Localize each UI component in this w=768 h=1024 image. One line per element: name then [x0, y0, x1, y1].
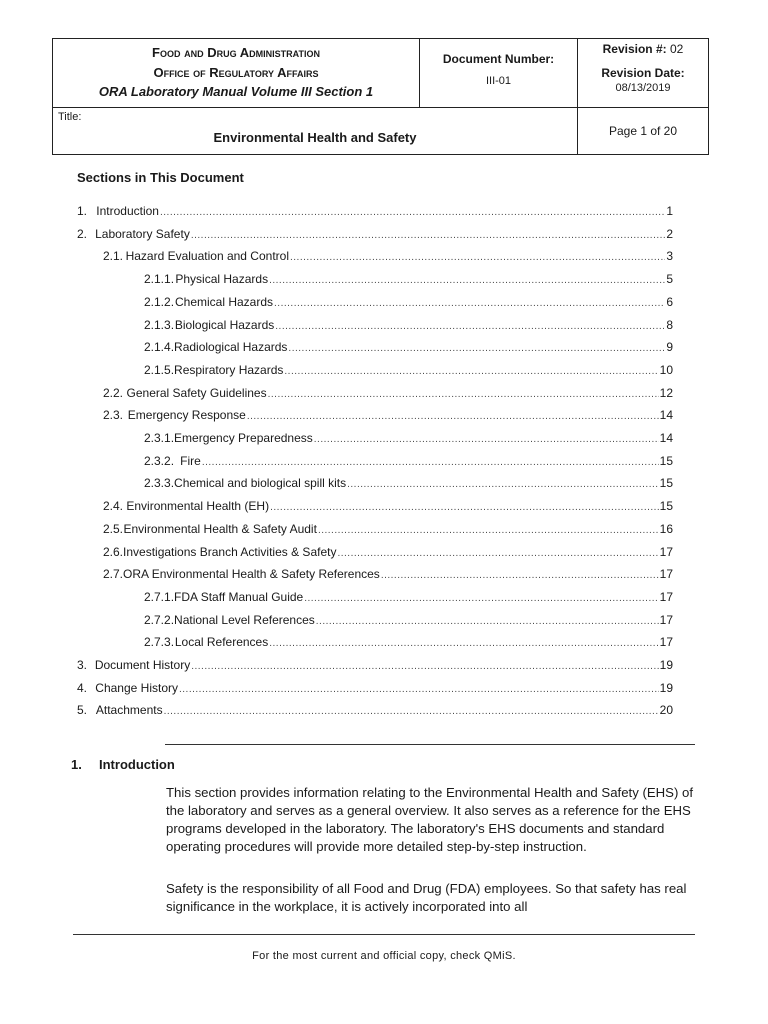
intro-paragraph: Safety is the responsibility of all Food and Drug (FDA) employees. So that safety has real significance in the workplace, it is actively incorporated into all — [166, 881, 687, 914]
toc-entry[interactable] — [144, 612, 673, 628]
toc-entry-number: 2. — [77, 226, 88, 241]
toc-entry-page: 15 — [659, 499, 673, 514]
toc-entry-number: 2.7.2. — [144, 612, 175, 627]
toc-entry-page: 14 — [659, 408, 673, 423]
toc-entry-label[interactable]: Document History — [94, 658, 191, 672]
toc-entry-label[interactable]: Local References — [174, 635, 269, 650]
toc-entry-page: 2 — [666, 226, 673, 241]
header-divider — [53, 107, 708, 108]
toc-entry-page: 20 — [659, 703, 673, 718]
toc-heading: Sections in This Document — [77, 170, 244, 185]
toc-leader-dots — [290, 250, 665, 266]
manual-name: ORA Laboratory Manual Volume III Section 1 — [98, 84, 374, 99]
toc-entry-page: 15 — [659, 476, 673, 491]
toc-entry-label[interactable]: Hazard Evaluation and Control — [125, 249, 289, 264]
revision-label: Revision #: — [602, 42, 667, 56]
toc-leader-dots — [288, 341, 665, 357]
toc-entry[interactable] — [103, 498, 673, 514]
toc-entry-page: 12 — [659, 385, 673, 400]
toc-entry-label[interactable]: Environmental Health (EH) — [126, 499, 270, 514]
toc-entry-label[interactable]: Radiological Hazards — [174, 340, 288, 355]
toc-entry[interactable] — [144, 475, 673, 491]
toc-entry[interactable] — [103, 407, 673, 423]
revision-date: 08/13/2019 — [615, 82, 671, 94]
toc-entry[interactable] — [77, 226, 673, 242]
toc-entry-number: 2.3.1. — [144, 431, 175, 445]
toc-entry-label[interactable]: Emergency Preparedness — [174, 431, 313, 445]
toc-leader-dots — [316, 614, 659, 630]
toc-entry-page: 10 — [659, 362, 673, 377]
toc-entry-label[interactable]: Change History — [95, 680, 178, 695]
toc-entry-number: 2.1. — [103, 249, 124, 264]
toc-entry[interactable] — [103, 544, 673, 560]
toc-entry-number: 5. — [77, 703, 88, 718]
toc-entry-page: 19 — [659, 658, 673, 672]
toc-entry-label[interactable]: Fire — [180, 453, 201, 468]
toc-entry-label[interactable]: Environmental Health & Safety Audit — [123, 521, 317, 536]
toc-leader-dots — [269, 636, 658, 652]
toc-leader-dots — [247, 409, 659, 425]
toc-entry-page: 17 — [659, 612, 673, 627]
toc-entry-page: 5 — [666, 272, 673, 287]
toc-entry-page: 17 — [659, 567, 673, 582]
toc-entry-number: 2.7. — [103, 567, 124, 582]
document-title: Environmental Health and Safety — [213, 130, 417, 145]
document-header — [52, 38, 709, 155]
toc-entry-page: 3 — [666, 249, 673, 264]
section-number: 1. — [71, 757, 82, 772]
toc-entry[interactable] — [77, 657, 673, 673]
toc-entry-number: 2.1.5. — [144, 362, 175, 377]
toc-entry-label[interactable]: Respiratory Hazards — [174, 362, 284, 377]
toc-entry-page: 16 — [659, 521, 673, 536]
toc-leader-dots — [304, 591, 658, 607]
toc-entry[interactable] — [144, 634, 673, 650]
toc-entry-number: 2.7.3. — [144, 635, 175, 650]
toc-entry-number: 2.1.3. — [144, 317, 175, 332]
toc-entry-page: 19 — [659, 680, 673, 695]
toc-entry-page: 17 — [659, 544, 673, 559]
agency-block — [53, 43, 419, 83]
toc-entry[interactable] — [103, 385, 673, 401]
toc-entry-number: 2.3.2. — [144, 453, 175, 468]
toc-entry-page: 6 — [666, 294, 673, 309]
toc-leader-dots — [269, 273, 665, 289]
toc-entry-number: 1. — [77, 204, 88, 218]
section-divider — [165, 744, 695, 745]
agency-name: Food and Drug Administration — [152, 45, 320, 60]
toc-leader-dots — [270, 500, 659, 516]
toc-entry-label[interactable]: FDA Staff Manual Guide — [174, 589, 304, 604]
toc-entry-label[interactable]: General Safety Guidelines — [126, 385, 267, 400]
toc-entry-number: 2.1.4. — [144, 340, 175, 355]
toc-entry-number: 2.3. — [103, 408, 124, 423]
toc-entry[interactable] — [144, 294, 673, 310]
footer-divider — [73, 934, 695, 935]
toc-entry-label[interactable]: National Level References — [174, 612, 315, 627]
toc-leader-dots — [381, 568, 659, 584]
toc-entry-label[interactable]: ORA Environmental Health & Safety References — [123, 567, 380, 582]
toc-entry[interactable] — [103, 521, 673, 537]
toc-entry-label[interactable]: Laboratory Safety — [95, 226, 190, 241]
toc-leader-dots — [337, 546, 658, 562]
toc-leader-dots — [268, 387, 659, 403]
section-title: Introduction — [99, 757, 175, 772]
page-indicator: Page 1 of 20 — [608, 124, 678, 138]
toc-entry-label[interactable]: Biological Hazards — [174, 317, 275, 332]
toc-entry-page: 17 — [659, 635, 673, 650]
toc-entry-label[interactable]: Emergency Response — [127, 408, 246, 423]
toc-leader-dots — [314, 432, 659, 448]
toc-entry[interactable] — [144, 339, 673, 355]
toc-entry-number: 2.6. — [103, 544, 124, 559]
toc-leader-dots — [191, 659, 658, 675]
toc-leader-dots — [275, 319, 665, 335]
toc-entry-label[interactable]: Chemical and biological spill kits — [174, 476, 347, 491]
toc-entry-label[interactable]: Investigations Branch Activities & Safety — [123, 544, 337, 559]
toc-entry[interactable] — [144, 430, 673, 446]
title-label: Title: — [58, 111, 82, 123]
toc-leader-dots — [318, 523, 659, 539]
toc-leader-dots — [179, 682, 659, 698]
header-divider — [419, 39, 420, 107]
section-heading — [71, 757, 175, 772]
revision-number: 02 — [670, 42, 684, 56]
toc-leader-dots — [160, 205, 665, 221]
toc-entry-number: 2.2. — [103, 385, 124, 400]
toc-leader-dots — [191, 228, 665, 244]
toc-leader-dots — [284, 364, 658, 380]
toc-entry[interactable] — [77, 203, 673, 219]
toc-entry[interactable] — [144, 453, 673, 469]
toc-entry-number: 2.3.3. — [144, 476, 175, 491]
footer-note: For the most current and official copy, check QMiS. — [252, 950, 516, 962]
toc-entry[interactable] — [77, 680, 673, 696]
toc-leader-dots — [347, 477, 659, 493]
toc-leader-dots — [274, 296, 665, 312]
revision-date-label: Revision Date: — [601, 66, 685, 80]
document-number: III-01 — [485, 75, 512, 87]
toc-entry[interactable] — [144, 589, 673, 605]
toc-entry[interactable] — [77, 702, 673, 718]
toc-entry-page: 14 — [659, 431, 673, 445]
toc-entry-page: 15 — [659, 453, 673, 468]
toc-entry-number: 2.4. — [103, 499, 124, 514]
toc-leader-dots — [202, 455, 659, 471]
intro-paragraph: This section provides information relating to the Environmental Health and Safety (EHS) of the laboratory and serves as a general overview. It also serves as a reference for the EHS programs developed in the laboratory. The laboratory's EHS documents and standard operating procedures will provide more detailed step-by-step instruction. — [166, 785, 694, 854]
office-name: Office of Regulatory Affairs — [153, 65, 319, 80]
toc-leader-dots — [164, 704, 659, 720]
toc-entry[interactable] — [103, 566, 673, 582]
toc-entry-label[interactable]: Physical Hazards — [175, 272, 269, 287]
toc-entry[interactable] — [103, 248, 673, 264]
toc-entry-number: 3. — [77, 658, 88, 672]
toc-entry-label[interactable]: Attachments — [95, 703, 163, 718]
toc-entry-page: 9 — [666, 340, 673, 355]
toc-entry[interactable] — [144, 271, 673, 287]
toc-entry-number: 2.5. — [103, 521, 124, 536]
toc-entry[interactable] — [144, 317, 673, 333]
toc-entry-number: 2.1.1. — [144, 272, 175, 287]
toc-entry-number: 4. — [77, 680, 88, 695]
toc-entry-page: 8 — [666, 317, 673, 332]
toc-entry-page: 17 — [659, 589, 673, 604]
document-number-label: Document Number: — [442, 52, 555, 66]
toc-entry-number: 2.1.2. — [144, 294, 175, 309]
toc-entry[interactable] — [144, 362, 673, 378]
revision — [578, 42, 708, 56]
toc-entry-number: 2.7.1. — [144, 589, 175, 604]
toc-entry-label[interactable]: Chemical Hazards — [174, 294, 274, 309]
toc-entry-page: 1 — [666, 204, 673, 218]
toc-entry-label[interactable]: Introduction — [96, 204, 159, 218]
